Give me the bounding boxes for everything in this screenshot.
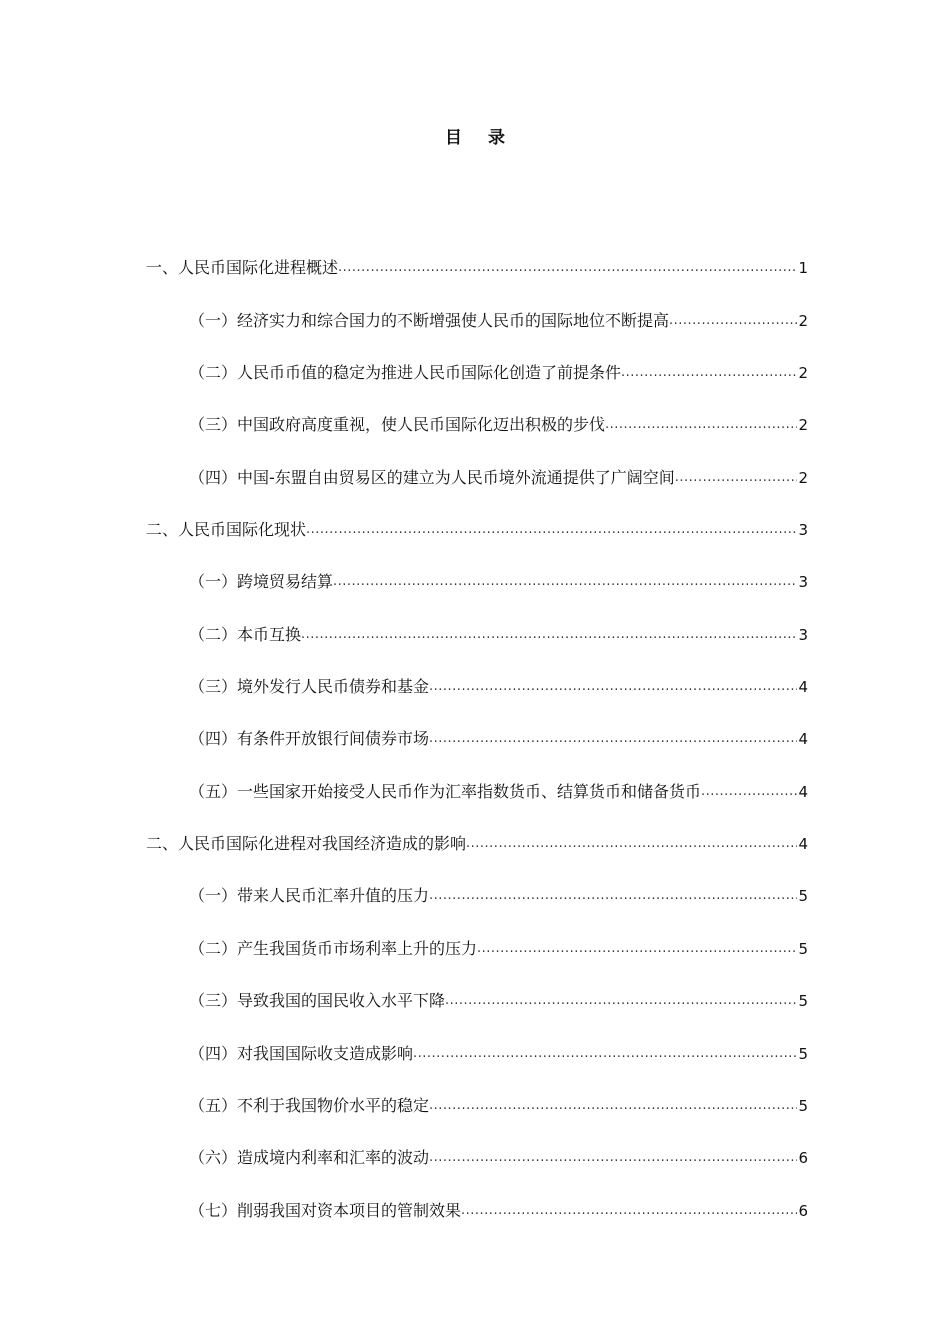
toc-dot-leader (429, 677, 797, 697)
toc-title: 目 录 (445, 128, 515, 148)
toc-entry-label: （七）削弱我国对资本项目的管制效果 (189, 1198, 461, 1224)
toc-subsection-entry[interactable] (146, 857, 808, 909)
toc-page-number: 5 (798, 1096, 808, 1115)
toc-entry-label: （一）跨境贸易结算 (189, 569, 333, 595)
toc-entry-label: （三）导致我国的国民收入水平下降 (189, 988, 445, 1014)
toc-page-number: 4 (798, 835, 808, 854)
toc-entry-label: （三）中国政府高度重视，使人民币国际化迈出积极的步伐 (189, 412, 605, 438)
toc-page-number: 6 (798, 1201, 808, 1220)
toc-dot-leader (429, 1096, 797, 1116)
toc-entry-label: （三）境外发行人民币债券和基金 (189, 674, 429, 700)
toc-page-number: 4 (798, 782, 808, 801)
toc-entry-label: （二）产生我国货币市场利率上升的压力 (189, 936, 477, 962)
toc-page-number: 4 (798, 678, 808, 697)
toc-section-entry[interactable] (146, 229, 808, 281)
toc-subsection-entry[interactable] (146, 438, 808, 490)
toc-entry-label: （四）对我国国际收支造成影响 (189, 1041, 413, 1067)
toc-dot-leader (429, 886, 797, 906)
toc-dot-leader (413, 1044, 797, 1064)
toc-entry-label: （六）造成境内利率和汇率的波动 (189, 1145, 429, 1171)
toc-page-number: 3 (798, 625, 808, 644)
toc-subsection-entry[interactable] (146, 752, 808, 804)
toc-dot-leader (333, 572, 797, 592)
toc-subsection-entry[interactable] (146, 1119, 808, 1171)
toc-page-number: 1 (798, 259, 808, 278)
toc-subsection-entry[interactable] (146, 543, 808, 595)
toc-subsection-entry[interactable] (146, 962, 808, 1014)
toc-dot-leader (306, 520, 797, 540)
toc-page-number: 3 (798, 521, 808, 540)
toc-page-number: 5 (798, 992, 808, 1011)
toc-entry-label: （二）本币互换 (189, 622, 301, 648)
toc-dot-leader (669, 311, 797, 331)
toc-subsection-entry[interactable] (146, 1014, 808, 1066)
toc-entry-label: （四）有条件开放银行间债券市场 (189, 726, 429, 752)
toc-dot-leader (477, 939, 797, 959)
toc-subsection-entry[interactable] (146, 386, 808, 438)
toc-entry-label: （四）中国-东盟自由贸易区的建立为人民币境外流通提供了广阔空间 (189, 465, 675, 491)
toc-dot-leader (621, 363, 797, 383)
toc-entry-label: （一）经济实力和综合国力的不断增强使人民币的国际地位不断提高 (189, 308, 669, 334)
toc-entry-label: 一、人民币国际化进程概述 (146, 255, 338, 281)
toc-page-number: 2 (798, 311, 808, 330)
toc-dot-leader (605, 415, 797, 435)
toc-dot-leader (461, 1201, 797, 1221)
toc-section-entry[interactable] (146, 491, 808, 543)
toc-subsection-entry[interactable] (146, 909, 808, 961)
toc-page-number: 2 (798, 468, 808, 487)
toc-subsection-entry[interactable] (146, 1067, 808, 1119)
table-of-contents (146, 229, 808, 1224)
toc-dot-leader (429, 729, 797, 749)
toc-subsection-entry[interactable] (146, 595, 808, 647)
toc-page-number: 6 (798, 1149, 808, 1168)
toc-page-number: 5 (798, 1044, 808, 1063)
toc-section-entry[interactable] (146, 805, 808, 857)
toc-page-number: 3 (798, 573, 808, 592)
toc-dot-leader (675, 468, 798, 488)
toc-dot-leader (301, 625, 797, 645)
toc-page-number: 2 (798, 416, 808, 435)
toc-page-number: 5 (798, 939, 808, 958)
toc-subsection-entry[interactable] (146, 700, 808, 752)
toc-entry-label: 二、人民币国际化现状 (146, 517, 306, 543)
toc-page-number: 5 (798, 887, 808, 906)
toc-subsection-entry[interactable] (146, 1171, 808, 1223)
toc-dot-leader (429, 1148, 797, 1168)
toc-dot-leader (338, 258, 797, 278)
toc-entry-label: （二）人民币币值的稳定为推进人民币国际化创造了前提条件 (189, 360, 621, 386)
toc-dot-leader (445, 991, 797, 1011)
toc-entry-label: （五）不利于我国物价水平的稳定 (189, 1093, 429, 1119)
toc-page-number: 4 (798, 730, 808, 749)
toc-subsection-entry[interactable] (146, 648, 808, 700)
toc-page-number: 2 (798, 364, 808, 383)
toc-entry-label: （五）一些国家开始接受人民币作为汇率指数货币、结算货币和储备货币 (189, 779, 701, 805)
toc-subsection-entry[interactable] (146, 281, 808, 333)
toc-entry-label: 二、人民币国际化进程对我国经济造成的影响 (146, 831, 466, 857)
toc-subsection-entry[interactable] (146, 334, 808, 386)
toc-dot-leader (701, 782, 797, 802)
toc-dot-leader (466, 834, 797, 854)
toc-entry-label: （一）带来人民币汇率升值的压力 (189, 883, 429, 909)
